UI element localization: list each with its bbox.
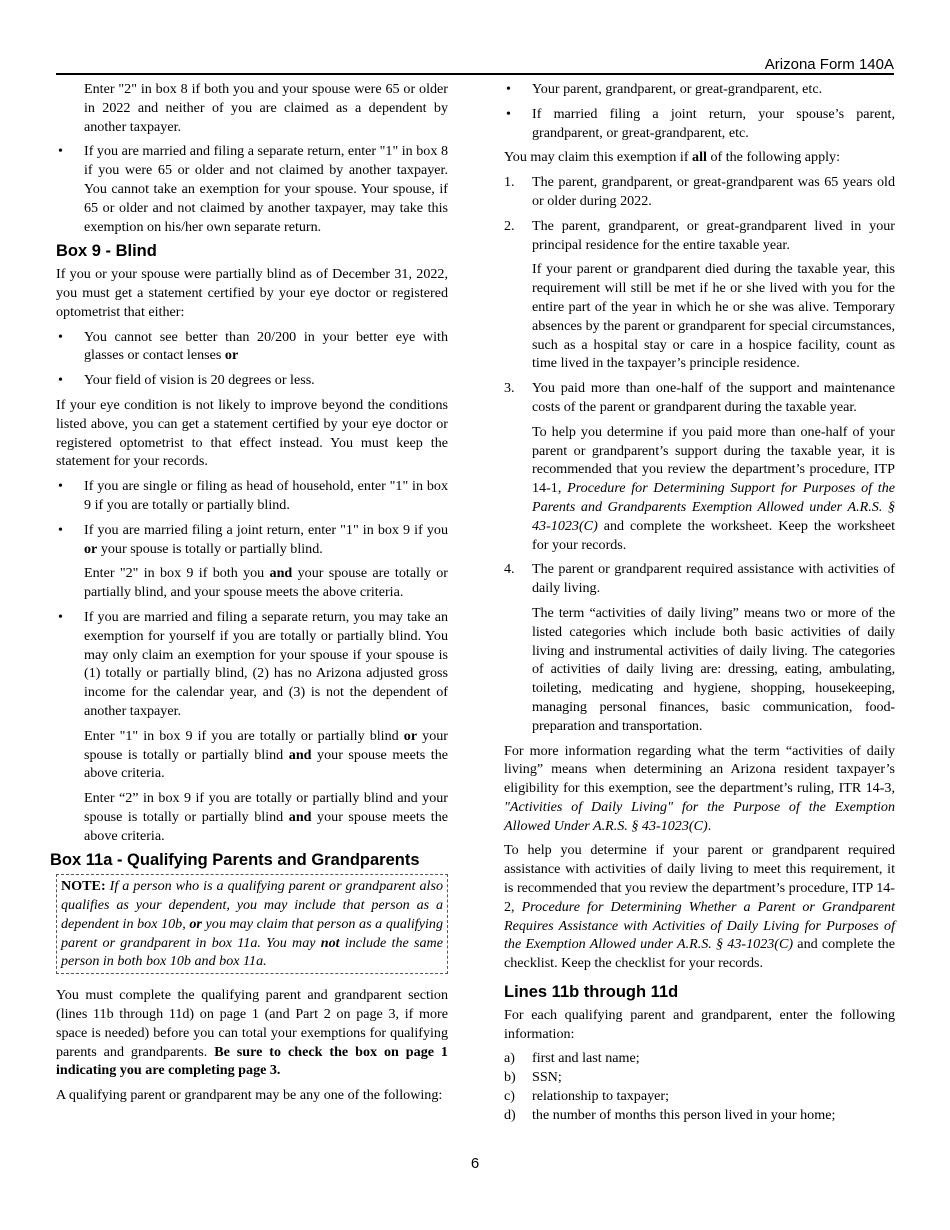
bullet-item: • If you are single or filing as head of household, enter "1" in box 9 if you are totally or partially blind. <box>56 477 448 515</box>
alpha-item: d) the number of months this person lived in your home; <box>504 1106 836 1123</box>
right-column <box>504 80 895 1125</box>
numbered-item: 1. The parent, grandparent, or great-grandparent was 65 years old or older during 2022. <box>504 174 895 209</box>
section-heading-lines11b: Lines 11b through 11d <box>504 983 679 1002</box>
section-heading-box9: Box 9 - Blind <box>56 242 157 261</box>
alpha-item: c) relationship to taxpayer; <box>504 1088 669 1105</box>
paragraph: If you or your spouse were partially blind as of December 31, 2022, you must get a statement certified by your eye doctor or registered optometrist that either: <box>56 266 448 320</box>
paragraph: To help you determine if your parent or grandparent required assistance with activities of daily living to meet this requirement, it is recommended that you review the department’s procedure, ITP 14-2, Procedure for Determining Whether a Parent or Grandparent Requires Assistance with Activities of Daily Living for Purposes of the Exemption Allowed under A.R.S. § 43-1023(C) and complete the checklist. Keep the checklist for your records. <box>504 842 895 972</box>
paragraph: If your eye condition is not likely to improve beyond the conditions listed above, you can get a statement certified by your eye doctor or registered optometrist to that effect instead. You must keep the statement for your records. <box>56 396 448 470</box>
sub-paragraph: If your parent or grandparent died during the taxable year, this requirement will still be met if he or she lived with you for the entire part of the year in which he or she was alive. Temporary absences by the parent or grandparent for special circumstances, such as a hospital stay or care in a hospice facility, count as time lived in the taxpayer’s principle residence. <box>532 261 895 372</box>
paragraph: Enter "2" in box 9 if both you and your spouse are totally or partially blind, and your spouse meets the above criteria. <box>84 565 449 601</box>
paragraph: A qualifying parent or grandparent may be any one of the following: <box>56 1087 443 1104</box>
alpha-item: a) first and last name; <box>504 1050 640 1067</box>
bullet-list <box>56 142 448 236</box>
bullet-item: • You cannot see better than 20/200 in your better eye with glasses or contact lenses or <box>56 328 448 366</box>
section-heading-box11a: Box 11a - Qualifying Parents and Grandparents <box>50 851 420 870</box>
alpha-item: b) SSN; <box>504 1069 562 1086</box>
form-title: Arizona Form 140A <box>764 56 894 73</box>
numbered-item: 3. You paid more than one-half of the support and maintenance costs of the parent or grandparent during the taxable year. To help you determine if you paid more than one-half of your parent or grandparent’s support during the taxable year, it is recommended that you review the department’s procedure, ITP 14-1, Procedure for Determining Support for Purposes of the Parents and Grandparents Exemption Allowed under A.R.S. § 43-1023(C) and complete the worksheet. Keep the worksheet for your records. <box>504 380 896 553</box>
numbered-list <box>504 173 895 735</box>
bullet-item: • If you are married filing a joint return, enter "1" in box 9 if you or your spouse is totally or partially blind. <box>56 521 448 559</box>
numbered-item: 4. The parent or grandparent required assistance with activities of daily living. The term “activities of daily living” means two or more of the listed categories which include both basic activities of daily living and instrumental activities of daily living. The categories of activities of daily living are: dressing, eating, ambulating, toileting, medicating and hygiene, shopping, housekeeping, managing personal finances, basic communication, food-preparation and transportation. <box>504 561 895 734</box>
sub-paragraph: To help you determine if you paid more than one-half of your parent or grandparent’s support during the taxable year, it is recommended that you review the department’s procedure, ITP 14-1, Procedure for Determining Support for Purposes of the Parents and Grandparents Exemption Allowed under A.R.S. § 43-1023(C) and complete the worksheet. Keep the worksheet for your records. <box>532 423 896 553</box>
sub-paragraph: The term “activities of daily living” means two or more of the listed categories which include both basic activities of daily living and instrumental activities of daily living. The categories of activities of daily living are: dressing, eating, ambulating, toileting, medicating and hygiene, shopping, housekeeping, managing personal finances, basic communication, food-preparation and transportation. <box>532 604 895 734</box>
bullet-item: • If you are married and filing a separate return, enter "1" in box 8 if you were 65 or older and not claimed by another taxpayer. You cannot take an exemption for your spouse. Your spouse, if 65 or older and not claimed by another taxpayer, may take this exemption on his/her own separate return. <box>56 142 448 236</box>
numbered-item: 2. The parent, grandparent, or great-grandparent lived in your principal residence for the entire taxable year. If your parent or grandparent died during the taxable year, this requirement will still be met if he or she lived with you for the entire part of the year in which he or she was alive. Temporary absences by the parent or grandparent for special circumstances, such as a hospital stay or care in a hospice facility, count as time lived in the taxpayer’s principle residence. <box>504 217 895 372</box>
bullet-item: • Your field of vision is 20 degrees or less. <box>56 371 448 390</box>
paragraph: For more information regarding what the term “activities of daily living” means when determining an Arizona resident taxpayer’s eligibility for this exemption, see the department’s ruling, ITR 14-3, "Activities of Daily Living" for the Purpose of the Exemption Allowed Under A.R.S. § 43-1023(C). <box>504 742 895 834</box>
paragraph: Enter "2" in box 8 if both you and your spouse were 65 or older in 2022 and neither of you are claimed as a dependent by another taxpayer. <box>84 81 448 135</box>
bullet-item: • If married filing a joint return, your spouse’s parent, grandparent, or great-grandparent, etc. <box>504 105 895 143</box>
paragraph: You may claim this exemption if all of the following apply: <box>504 149 841 166</box>
page-header <box>56 56 894 74</box>
paragraph: Enter “2” in box 9 if you are totally or partially blind and your spouse is totally or partially blind and your spouse meets the above criteria. <box>84 790 448 844</box>
note-box: NOTE: If a person who is a qualifying parent or grandparent also qualifies as your dependent, you may include that person as a dependent in box 10b, or you may claim that person as a qualifying parent or grandparent in box 11a. You may not include the same person in both box 10b and box 11a. <box>56 874 448 974</box>
paragraph: Enter "1" in box 9 if you are totally or partially blind or your spouse is totally or partially blind and your spouse meets the above criteria. <box>84 727 448 782</box>
paragraph: You must complete the qualifying parent and grandparent section (lines 11b through 11d) on page 1 (and Part 2 on page 3, if more space is needed) before you can total your exemptions for qualifying parents and grandparents. Be sure to check the box on page 1 indicating you are completing page 3. <box>56 987 448 1079</box>
bullet-list <box>56 608 448 721</box>
paragraph: For each qualifying parent and grandparent, enter the following information: <box>504 1006 895 1042</box>
alpha-list <box>504 1049 895 1124</box>
bullet-list <box>504 80 895 142</box>
page-number: 6 <box>470 1155 480 1172</box>
bullet-item: • Your parent, grandparent, or great-grandparent, etc. <box>504 80 895 99</box>
header-rule <box>56 73 894 75</box>
bullet-list <box>56 328 448 390</box>
bullet-list <box>56 477 448 558</box>
bullet-item: • If you are married and filing a separate return, you may take an exemption for yourself if you are totally or partially blind. You may only claim an exemption for your spouse if your spouse is (1) totally or partially blind, (2) has no Arizona adjusted gross income for the calendar year, and (3) is not the dependent of another taxpayer. <box>56 608 448 721</box>
left-column <box>50 80 449 1111</box>
